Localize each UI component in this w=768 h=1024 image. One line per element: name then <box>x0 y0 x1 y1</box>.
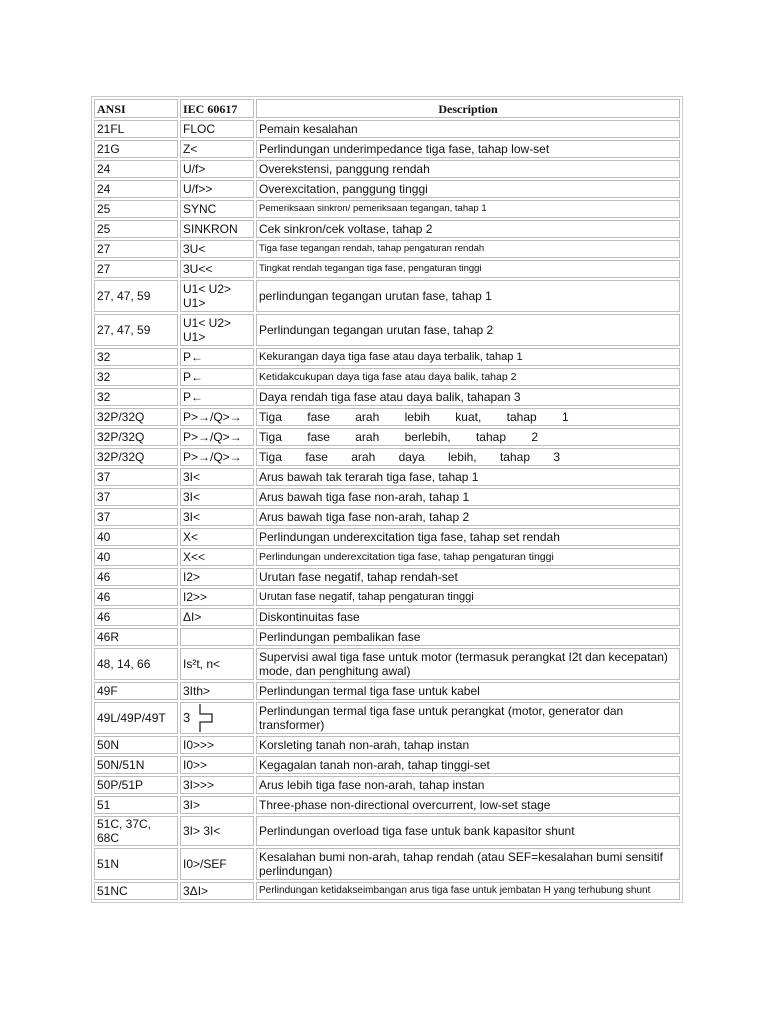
iec-cell: 3Ith> <box>180 682 254 700</box>
iec-cell: I0>> <box>180 756 254 774</box>
description-cell: Ketidakcukupan daya tiga fase atau daya balik, tahap 2 <box>256 368 680 386</box>
table-row <box>94 348 680 366</box>
description-cell: Daya rendah tiga fase atau daya balik, tahapan 3 <box>256 388 680 406</box>
table-row <box>94 200 680 218</box>
iec-line: U1< U2> <box>183 316 232 330</box>
table-row <box>94 314 680 346</box>
description-cell: Supervisi awal tiga fase untuk motor (termasuk perangkat I2t dan kecepatan) mode, dan penghitung awal) <box>256 648 680 680</box>
iec-cell: I2>> <box>180 588 254 606</box>
description-cell: Three-phase non-directional overcurrent, low-set stage <box>256 796 680 814</box>
ansi-cell: 51 <box>94 796 178 814</box>
ansi-cell: 27, 47, 59 <box>94 280 178 312</box>
iec-cell: 3I> 3I< <box>180 816 254 846</box>
ansi-cell: 27, 47, 59 <box>94 314 178 346</box>
iec-cell: P← <box>180 348 254 366</box>
ansi-cell: 37 <box>94 488 178 506</box>
table-row <box>94 848 680 880</box>
table-row <box>94 816 680 846</box>
ansi-cell: 32 <box>94 388 178 406</box>
description-cell: Pemeriksaan sinkron/ pemeriksaan tegangan, tahap 1 <box>256 200 680 218</box>
header-row <box>94 99 680 118</box>
ansi-cell: 49F <box>94 682 178 700</box>
table-row <box>94 488 680 506</box>
description-cell: Perlindungan termal tiga fase untuk kabel <box>256 682 680 700</box>
ansi-cell: 27 <box>94 240 178 258</box>
ansi-cell: 21FL <box>94 120 178 138</box>
ansi-cell: 37 <box>94 508 178 526</box>
ansi-cell: 46 <box>94 608 178 626</box>
iec-cell <box>180 280 254 312</box>
description-cell: Arus bawah tiga fase non-arah, tahap 1 <box>256 488 680 506</box>
ansi-cell: 40 <box>94 548 178 566</box>
iec-cell: I0>>> <box>180 736 254 754</box>
table-row <box>94 756 680 774</box>
iec-cell: P>→/Q>→ <box>180 408 254 426</box>
description-cell: Cek sinkron/cek voltase, tahap 2 <box>256 220 680 238</box>
ansi-cell: 46R <box>94 628 178 646</box>
iec-cell: X<< <box>180 548 254 566</box>
iec-cell: 3U< <box>180 240 254 258</box>
table-row <box>94 180 680 198</box>
description-cell: Tingkat rendah tegangan tiga fase, pengaturan tinggi <box>256 260 680 278</box>
description-cell: Urutan fase negatif, tahap pengaturan tinggi <box>256 588 680 606</box>
description-cell: Urutan fase negatif, tahap rendah-set <box>256 568 680 586</box>
description-cell: perlindungan tegangan urutan fase, tahap 1 <box>256 280 680 312</box>
table-row <box>94 796 680 814</box>
description-cell: Korsleting tanah non-arah, tahap instan <box>256 736 680 754</box>
ansi-iec-table <box>91 96 683 903</box>
table-row <box>94 140 680 158</box>
description-cell: Tiga fase arah daya lebih, tahap 3 <box>256 448 680 466</box>
description-cell: Arus bawah tiga fase non-arah, tahap 2 <box>256 508 680 526</box>
iec-cell <box>180 628 254 646</box>
iec-cell: P>→/Q>→ <box>180 428 254 446</box>
description-cell: Tiga fase arah lebih kuat, tahap 1 <box>256 408 680 426</box>
iec-line: U1> <box>183 330 206 344</box>
header-description: Description <box>256 99 680 118</box>
iec-cell: ΔI> <box>180 608 254 626</box>
table-row <box>94 548 680 566</box>
ansi-cell: 32P/32Q <box>94 408 178 426</box>
table-row <box>94 736 680 754</box>
ansi-cell: 51N <box>94 848 178 880</box>
table-row <box>94 628 680 646</box>
description-cell: Kegagalan tanah non-arah, tahap tinggi-set <box>256 756 680 774</box>
table-row <box>94 588 680 606</box>
thermal-step-symbol-icon <box>196 703 214 733</box>
ansi-cell: 21G <box>94 140 178 158</box>
ansi-cell: 40 <box>94 528 178 546</box>
ansi-cell: 48, 14, 66 <box>94 648 178 680</box>
iec-cell: U/f> <box>180 160 254 178</box>
table-row <box>94 220 680 238</box>
description-cell: Overexcitation, panggung tinggi <box>256 180 680 198</box>
ansi-cell: 50N/51N <box>94 756 178 774</box>
description-cell: Tiga fase arah berlebih, tahap 2 <box>256 428 680 446</box>
description-cell: Kesalahan bumi non-arah, tahap rendah (atau SEF=kesalahan bumi sensitif perlindungan) <box>256 848 680 880</box>
description-cell: Tiga fase tegangan rendah, tahap pengaturan rendah <box>256 240 680 258</box>
ansi-cell: 32P/32Q <box>94 448 178 466</box>
table-row <box>94 776 680 794</box>
table-row <box>94 120 680 138</box>
table-row <box>94 682 680 700</box>
description-cell: Perlindungan pembalikan fase <box>256 628 680 646</box>
ansi-cell: 50N <box>94 736 178 754</box>
table-row <box>94 528 680 546</box>
description-cell: Perlindungan underimpedance tiga fase, tahap low-set <box>256 140 680 158</box>
table-row <box>94 280 680 312</box>
table-row <box>94 448 680 466</box>
header-ansi: ANSI <box>94 99 178 118</box>
table-row <box>94 160 680 178</box>
iec-line: U1< U2> <box>183 282 232 296</box>
table-row <box>94 408 680 426</box>
description-cell: Perlindungan underexcitation tiga fase, tahap set rendah <box>256 528 680 546</box>
description-cell: Perlindungan tegangan urutan fase, tahap 2 <box>256 314 680 346</box>
table-row <box>94 428 680 446</box>
ansi-cell: 32 <box>94 368 178 386</box>
description-cell: Perlindungan overload tiga fase untuk bank kapasitor shunt <box>256 816 680 846</box>
description-cell: Diskontinuitas fase <box>256 608 680 626</box>
ansi-cell: 25 <box>94 200 178 218</box>
table-row <box>94 368 680 386</box>
ansi-cell: 32 <box>94 348 178 366</box>
table-row <box>94 648 680 680</box>
iec-cell: 3U<< <box>180 260 254 278</box>
iec-cell <box>180 702 254 734</box>
description-cell: Perlindungan ketidakseimbangan arus tiga fase untuk jembatan H yang terhubung shunt <box>256 882 680 900</box>
ansi-cell: 25 <box>94 220 178 238</box>
table-row <box>94 608 680 626</box>
iec-cell: FLOC <box>180 120 254 138</box>
ansi-cell: 27 <box>94 260 178 278</box>
description-cell: Overekstensi, panggung rendah <box>256 160 680 178</box>
description-cell: Arus lebih tiga fase non-arah, tahap instan <box>256 776 680 794</box>
iec-cell: 3ΔI> <box>180 882 254 900</box>
iec-cell: I0>/SEF <box>180 848 254 880</box>
iec-cell: P← <box>180 388 254 406</box>
iec-symbol-text: 3 <box>183 710 191 725</box>
ansi-cell: 46 <box>94 588 178 606</box>
ansi-cell: 51C, 37C, 68C <box>94 816 178 846</box>
iec-cell: 3I>>> <box>180 776 254 794</box>
table-row <box>94 508 680 526</box>
description-cell: Perlindungan underexcitation tiga fase, tahap pengaturan tinggi <box>256 548 680 566</box>
table-row <box>94 882 680 900</box>
iec-line: U1> <box>183 296 206 310</box>
ansi-cell: 51NC <box>94 882 178 900</box>
iec-cell: 3I< <box>180 488 254 506</box>
iec-cell: P>→/Q>→ <box>180 448 254 466</box>
description-cell: Kekurangan daya tiga fase atau daya terbalik, tahap 1 <box>256 348 680 366</box>
iec-cell: U/f>> <box>180 180 254 198</box>
table-row <box>94 240 680 258</box>
iec-cell: 3I> <box>180 796 254 814</box>
iec-cell: 3I< <box>180 468 254 486</box>
description-cell: Arus bawah tak terarah tiga fase, tahap 1 <box>256 468 680 486</box>
header-iec: IEC 60617 <box>180 99 254 118</box>
ansi-cell: 50P/51P <box>94 776 178 794</box>
iec-cell: Is²t, n< <box>180 648 254 680</box>
iec-cell <box>180 314 254 346</box>
iec-cell: SINKRON <box>180 220 254 238</box>
description-cell: Pemain kesalahan <box>256 120 680 138</box>
table-row <box>94 468 680 486</box>
description-cell: Perlindungan termal tiga fase untuk perangkat (motor, generator dan transformer) <box>256 702 680 734</box>
ansi-cell: 24 <box>94 180 178 198</box>
iec-cell: P← <box>180 368 254 386</box>
table-row <box>94 702 680 734</box>
iec-cell: I2> <box>180 568 254 586</box>
iec-cell: SYNC <box>180 200 254 218</box>
ansi-cell: 24 <box>94 160 178 178</box>
table-row <box>94 388 680 406</box>
iec-cell: X< <box>180 528 254 546</box>
ansi-cell: 46 <box>94 568 178 586</box>
ansi-cell: 32P/32Q <box>94 428 178 446</box>
iec-cell: Z< <box>180 140 254 158</box>
ansi-cell: 49L/49P/49T <box>94 702 178 734</box>
table-row <box>94 568 680 586</box>
ansi-cell: 37 <box>94 468 178 486</box>
iec-cell: 3I< <box>180 508 254 526</box>
table-row <box>94 260 680 278</box>
